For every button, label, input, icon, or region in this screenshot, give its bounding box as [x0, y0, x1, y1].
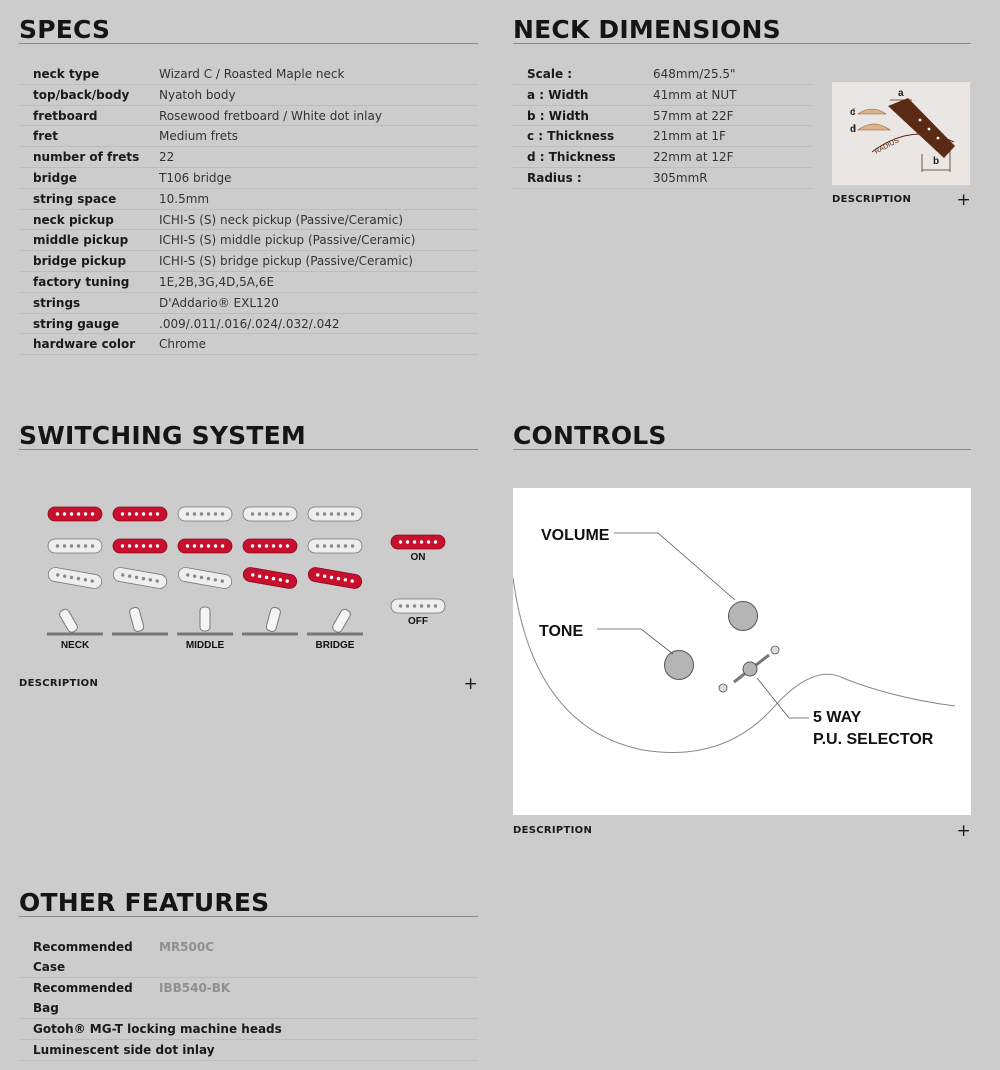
row-value: ICHI-S (S) middle pickup (Passive/Ceramic) [159, 233, 416, 248]
volume-label: VOLUME [541, 527, 610, 544]
neck-description-label: DESCRIPTION [832, 194, 912, 205]
row-key: c : Thickness [527, 129, 615, 144]
table-row [513, 126, 812, 147]
row-key: neck type [33, 67, 100, 81]
controls-title: CONTROLS [513, 406, 971, 450]
row-key: d : Thickness [527, 150, 616, 165]
tone-knob [665, 651, 694, 680]
row-key: string gauge [33, 316, 120, 331]
switching-section [19, 406, 478, 694]
switching-description-label: DESCRIPTION [19, 678, 99, 689]
switching-diagram [19, 502, 478, 672]
row-value: Rosewood fretboard / White dot inlay [159, 108, 382, 123]
table-row [19, 251, 478, 272]
controls-diagram [513, 488, 971, 815]
row-key: fret [33, 129, 59, 144]
row-value: IBB540-BK [159, 981, 231, 995]
table-row [19, 334, 478, 355]
row-value: .009/.011/.016/.024/.032/.042 [159, 316, 340, 331]
row-key: Recommended Bag [33, 981, 133, 1015]
controls-description-toggle[interactable] [513, 820, 971, 841]
row-key: Gotoh® MG-T locking machine heads [33, 1022, 282, 1036]
switch-lever [331, 608, 352, 634]
row-value: 10.5mm [159, 191, 210, 206]
row-value: 21mm at 1F [653, 129, 726, 144]
plus-icon: + [956, 189, 971, 210]
row-key: neck pickup [33, 212, 114, 227]
row-value: 648mm/25.5" [653, 67, 736, 81]
pickup-indicator [308, 507, 362, 521]
row-value: 41mm at NUT [653, 87, 737, 102]
row-key: fretboard [33, 108, 98, 123]
neck-description-toggle[interactable] [832, 189, 971, 210]
table-row [513, 106, 812, 127]
row-value: Medium frets [159, 129, 239, 144]
pickup-indicator [112, 566, 168, 589]
row-value: 22mm at 12F [653, 150, 734, 165]
pickup-indicator [242, 566, 298, 589]
pickup-indicator [308, 539, 362, 553]
dim-radius-label: RADIUS [873, 137, 901, 156]
row-key: Radius : [527, 170, 582, 185]
dim-b-label: b [933, 156, 940, 167]
legend-on-label: ON [410, 552, 426, 563]
table-row [19, 937, 478, 978]
legend-off-label: OFF [408, 616, 428, 627]
selector-switch [743, 662, 757, 676]
specs-section [19, 0, 478, 355]
plus-icon: + [463, 673, 478, 694]
row-key: number of frets [33, 150, 140, 165]
selector-label-line2: P.U. SELECTOR [813, 731, 934, 748]
table-row [513, 168, 812, 189]
switch-lever [200, 607, 210, 631]
features-title: OTHER FEATURES [19, 873, 478, 917]
table-row [19, 314, 478, 335]
table-row [513, 147, 812, 168]
table-row [19, 126, 478, 147]
volume-knob [729, 602, 758, 631]
row-value: MR500C [159, 940, 215, 954]
row-key: a : Width [527, 87, 589, 102]
specs-table [19, 64, 478, 355]
pickup-indicator [48, 539, 102, 553]
table-row [19, 272, 478, 293]
row-key: string space [33, 191, 117, 206]
table-row [19, 64, 478, 85]
neck-table [513, 64, 812, 189]
table-row [19, 230, 478, 251]
table-row [513, 85, 812, 106]
table-row [19, 293, 478, 314]
row-value: 57mm at 22F [653, 108, 734, 123]
row-key: middle pickup [33, 233, 129, 248]
switch-lever [129, 607, 145, 633]
row-value: ICHI-S (S) bridge pickup (Passive/Ceramic) [159, 254, 413, 269]
row-key: factory tuning [33, 274, 130, 289]
pickup-indicator [178, 507, 232, 521]
table-row [19, 1040, 478, 1061]
dim-c-label: c [850, 107, 856, 118]
row-key: bridge pickup [33, 254, 127, 269]
row-value: 22 [159, 150, 175, 165]
row-key: Scale : [527, 67, 573, 81]
row-value: T106 bridge [159, 170, 232, 185]
row-value: 1E,2B,3G,4D,5A,6E [159, 274, 275, 289]
features-table [19, 937, 478, 1061]
controls-diagram-svg [513, 488, 971, 815]
row-key: Recommended Case [33, 940, 133, 974]
table-row [19, 210, 478, 231]
table-row [19, 147, 478, 168]
row-value: 305mmR [653, 170, 708, 185]
pickup-indicator [113, 539, 167, 553]
switch-lever [58, 608, 79, 634]
row-key: strings [33, 295, 81, 310]
controls-section [513, 406, 971, 841]
pickup-indicator [177, 566, 233, 589]
switching-title: SWITCHING SYSTEM [19, 406, 478, 450]
pickup-indicator [113, 507, 167, 521]
row-key: bridge [33, 170, 77, 185]
table-row [19, 978, 478, 1019]
plus-icon: + [956, 820, 971, 841]
legend-off-pickup [391, 599, 445, 613]
pickup-indicator [243, 507, 297, 521]
table-row [19, 1019, 478, 1040]
specs-title: SPECS [19, 0, 478, 44]
pickup-indicator [47, 566, 103, 589]
row-key: b : Width [527, 108, 589, 123]
pickup-indicator [307, 566, 363, 589]
pickup-indicator [178, 539, 232, 553]
switch-position-label: MIDDLE [185, 640, 225, 651]
row-value: ICHI-S (S) neck pickup (Passive/Ceramic) [159, 212, 404, 227]
row-value: Nyatoh body [159, 87, 236, 102]
table-row [19, 189, 478, 210]
row-key: Luminescent side dot inlay [33, 1043, 215, 1057]
features-section [19, 873, 478, 1061]
row-value: Chrome [159, 337, 207, 352]
switch-lever [265, 607, 281, 633]
row-key: top/back/body [33, 87, 130, 102]
table-row [19, 85, 478, 106]
neck-section [513, 0, 971, 210]
table-row [19, 168, 478, 189]
table-row [19, 106, 478, 127]
dim-a-label: a [898, 88, 904, 99]
pickup-indicator [48, 507, 102, 521]
neck-diagram-svg [832, 82, 970, 185]
table-row [513, 64, 812, 85]
legend-on-pickup [391, 535, 445, 549]
controls-description-label: DESCRIPTION [513, 825, 593, 836]
pickup-indicator [243, 539, 297, 553]
switching-description-toggle[interactable] [19, 673, 478, 694]
neck-dimensions-diagram [832, 82, 970, 185]
row-key: hardware color [33, 337, 136, 352]
dim-d-label: d [850, 124, 857, 135]
row-value: D'Addario® EXL120 [159, 295, 279, 310]
switch-position-label: BRIDGE [315, 640, 355, 651]
switch-position-label: NECK [60, 640, 90, 651]
row-value: Wizard C / Roasted Maple neck [159, 67, 345, 81]
selector-label-line1: 5 WAY [813, 709, 862, 726]
neck-title: NECK DIMENSIONS [513, 0, 971, 44]
tone-label: TONE [539, 623, 584, 640]
